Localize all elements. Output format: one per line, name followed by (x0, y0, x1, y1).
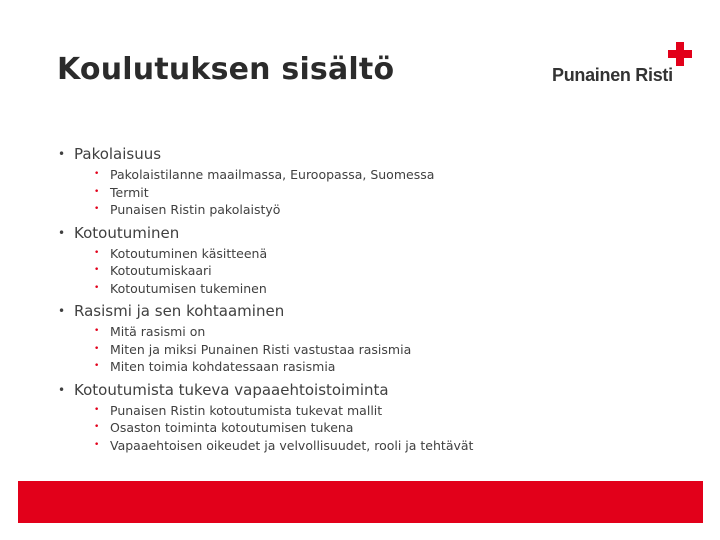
list-item-text: Kotoutumisen tukeminen (110, 280, 267, 296)
list-item (58, 245, 678, 263)
bullet-icon: • (58, 304, 66, 318)
bullet-icon: • (94, 439, 100, 450)
bullet-icon: • (94, 361, 100, 371)
bullet-icon: • (94, 186, 100, 197)
section-heading (58, 301, 678, 321)
section-kotoutuminen (58, 223, 678, 298)
section-heading-text: Kotoutuminen (74, 223, 180, 242)
list-item (58, 201, 678, 219)
footer-bar (18, 481, 703, 523)
list-item (58, 262, 678, 280)
list-item-text: Osaston toiminta kotoutumisen tukena (110, 420, 354, 435)
list-item-text: Vapaaehtoisen oikeudet ja velvollisuudet, rooli ja tehtävät (110, 437, 474, 453)
bullet-icon: • (94, 265, 100, 275)
list-item (58, 402, 678, 420)
bullet-icon: • (94, 343, 100, 354)
list-item-text: Termit (110, 184, 149, 200)
list-item (58, 280, 678, 298)
bullet-icon: • (94, 247, 100, 258)
logo-text: Punainen Risti (552, 65, 673, 85)
bullet-icon: • (58, 147, 66, 161)
list-item-text: Miten toimia kohdatessaan rasismia (110, 359, 336, 374)
list-item (58, 184, 678, 202)
slide-title: Koulutuksen sisältö (57, 52, 395, 87)
section-heading (58, 223, 678, 243)
list-item (58, 419, 678, 437)
section-pakolaisuus (58, 144, 678, 219)
section-heading-text: Kotoutumista tukeva vapaaehtoistoiminta (74, 380, 389, 399)
bullet-icon: • (58, 382, 66, 397)
sub-bullet-list (58, 245, 678, 298)
list-item-text: Kotoutuminen käsitteenä (110, 245, 268, 261)
bullet-icon: • (94, 169, 100, 179)
section-vapaaehtoistoiminta (58, 380, 678, 455)
punainen-risti-logo (552, 42, 692, 88)
bullet-content (58, 144, 678, 458)
list-item (58, 437, 678, 455)
list-item-text: Punaisen Ristin pakolaistyö (110, 202, 281, 217)
bullet-icon: • (94, 282, 100, 293)
list-item-text: Kotoutumiskaari (110, 263, 212, 278)
sub-bullet-list (58, 166, 678, 219)
list-item (58, 341, 678, 359)
list-item (58, 323, 678, 341)
section-heading (58, 380, 678, 400)
list-item-text: Mitä rasismi on (110, 324, 206, 339)
section-heading-text: Rasismi ja sen kohtaaminen (74, 302, 285, 320)
section-rasismi (58, 301, 678, 376)
bullet-icon: • (94, 422, 100, 432)
bullet-icon: • (58, 225, 66, 240)
list-item-text: Pakolaistilanne maailmassa, Euroopassa, Suomessa (110, 167, 435, 182)
sub-bullet-list (58, 402, 678, 455)
red-cross-icon (668, 42, 692, 66)
list-item (58, 358, 678, 376)
bullet-icon: • (94, 404, 100, 415)
list-item (58, 166, 678, 184)
sub-bullet-list (58, 323, 678, 376)
bullet-icon: • (94, 204, 100, 214)
bullet-icon: • (94, 326, 100, 336)
section-heading (58, 144, 678, 164)
section-heading-text: Pakolaisuus (74, 145, 162, 163)
list-item-text: Punaisen Ristin kotoutumista tukevat mallit (110, 402, 383, 418)
list-item-text: Miten ja miksi Punainen Risti vastustaa rasismia (110, 341, 412, 357)
